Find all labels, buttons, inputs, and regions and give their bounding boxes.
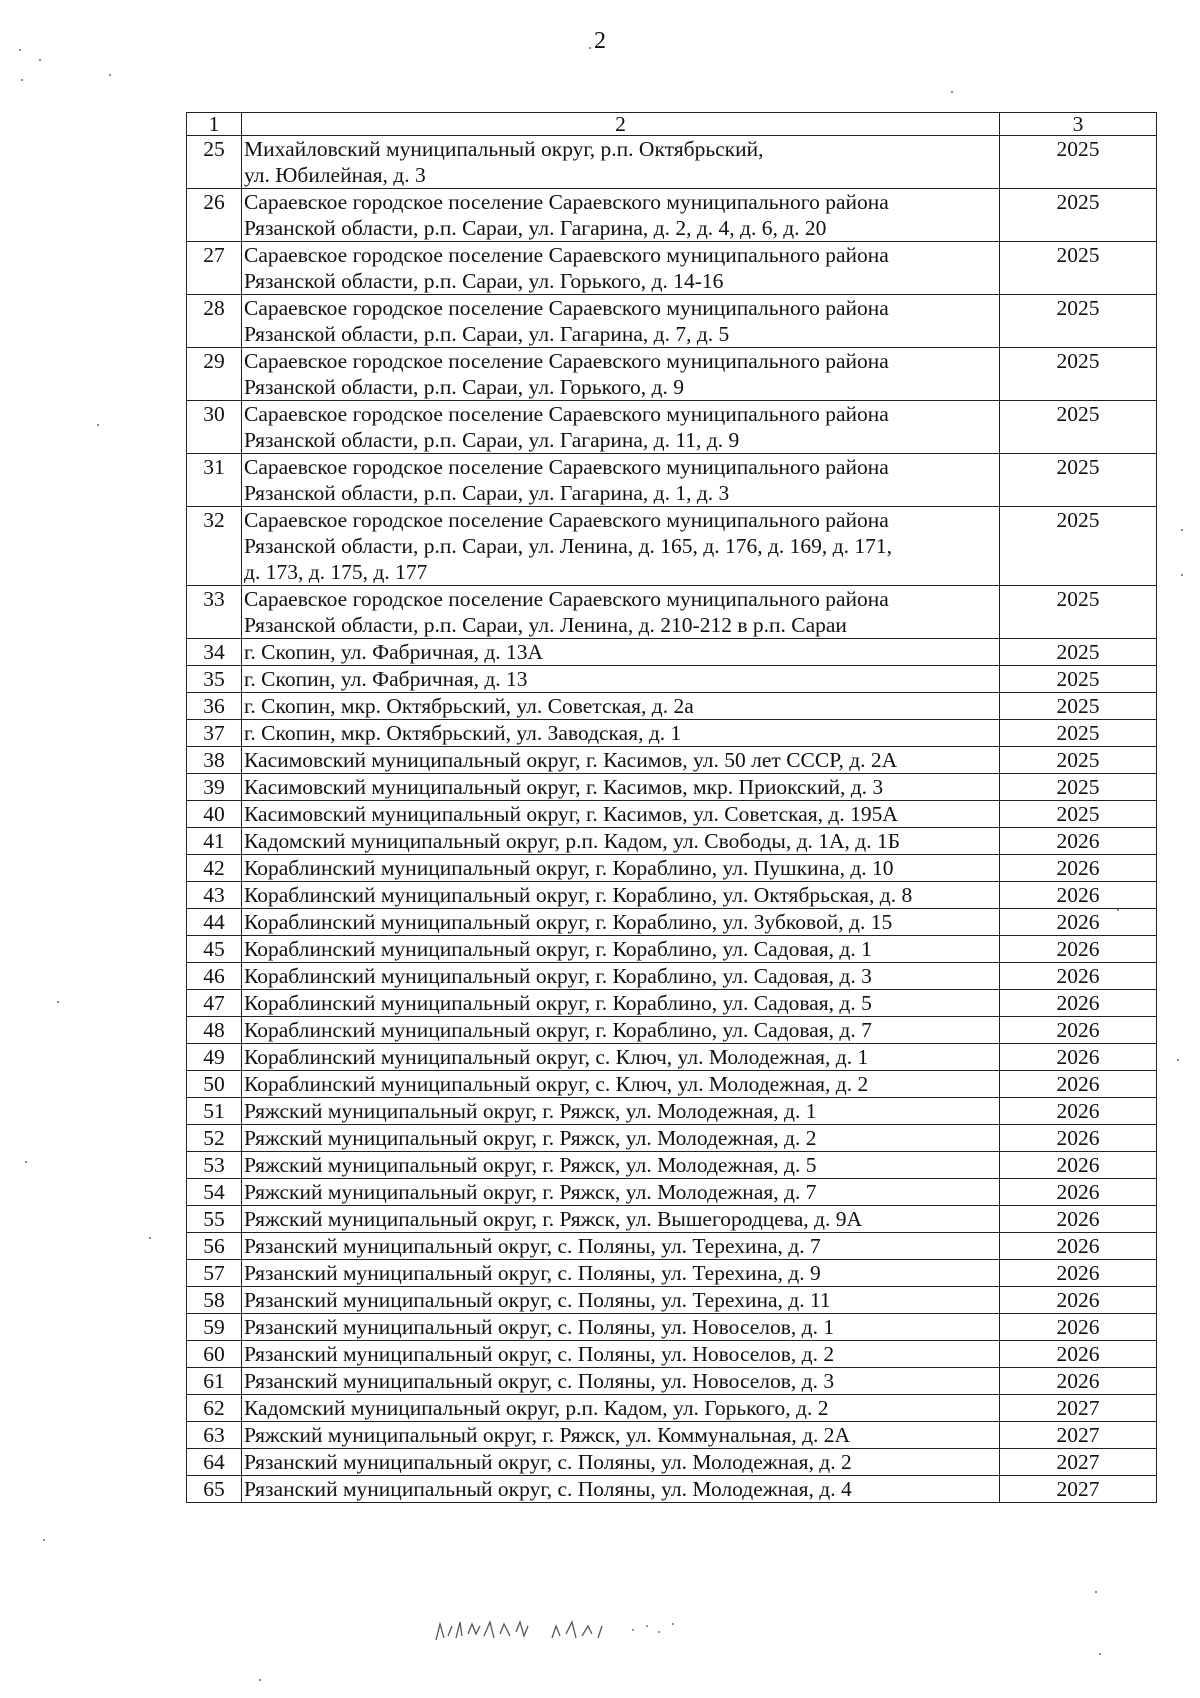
table-row — [187, 1476, 1157, 1503]
row-address: Касимовский муниципальный округ, г. Касимов, ул. 50 лет СССР, д. 2А — [242, 747, 1000, 774]
row-address: Ряжский муниципальный округ, г. Ряжск, ул. Молодежная, д. 1 — [242, 1098, 1000, 1125]
row-address: Рязанский муниципальный округ, с. Поляны, ул. Новоселов, д. 2 — [242, 1341, 1000, 1368]
row-number: 38 — [187, 747, 242, 774]
row-number: 29 — [187, 348, 242, 401]
table-row — [187, 1125, 1157, 1152]
row-year: 2026 — [1000, 909, 1157, 936]
housing-list-table — [186, 112, 1157, 1503]
row-year: 2026 — [1000, 1044, 1157, 1071]
row-year: 2026 — [1000, 1206, 1157, 1233]
table-row — [187, 909, 1157, 936]
row-address: Кораблинский муниципальный округ, г. Кораблино, ул. Октябрьская, д. 8 — [242, 882, 1000, 909]
row-number: 33 — [187, 586, 242, 639]
table-row — [187, 1260, 1157, 1287]
row-address: Рязанский муниципальный округ, с. Поляны, ул. Молодежная, д. 4 — [242, 1476, 1000, 1503]
row-address: Сараевское городское поселение Сараевского муниципального района Рязанской области, р.п. Сараи, ул. Гагарина, д. 7, д. 5 — [242, 295, 1000, 348]
row-address: Кораблинский муниципальный округ, г. Кораблино, ул. Садовая, д. 5 — [242, 990, 1000, 1017]
row-number: 54 — [187, 1179, 242, 1206]
row-address: Ряжский муниципальный округ, г. Ряжск, ул. Вышегородцева, д. 9А — [242, 1206, 1000, 1233]
row-number: 31 — [187, 454, 242, 507]
row-address: Касимовский муниципальный округ, г. Касимов, ул. Советская, д. 195А — [242, 801, 1000, 828]
row-address: г. Скопин, ул. Фабричная, д. 13А — [242, 639, 1000, 666]
row-year: 2025 — [1000, 720, 1157, 747]
row-number: 58 — [187, 1287, 242, 1314]
row-year: 2026 — [1000, 1152, 1157, 1179]
row-number: 65 — [187, 1476, 242, 1503]
table-row — [187, 1179, 1157, 1206]
table-row — [187, 990, 1157, 1017]
row-number: 34 — [187, 639, 242, 666]
row-number: 27 — [187, 242, 242, 295]
table-row — [187, 1233, 1157, 1260]
row-address: Рязанский муниципальный округ, с. Поляны, ул. Новоселов, д. 1 — [242, 1314, 1000, 1341]
row-number: 42 — [187, 855, 242, 882]
row-year: 2026 — [1000, 1260, 1157, 1287]
table-row — [187, 1449, 1157, 1476]
row-address: Кораблинский муниципальный округ, с. Ключ, ул. Молодежная, д. 1 — [242, 1044, 1000, 1071]
row-address: Михайловский муниципальный округ, р.п. Октябрьский, ул. Юбилейная, д. 3 — [242, 136, 1000, 189]
row-year: 2025 — [1000, 666, 1157, 693]
row-number: 56 — [187, 1233, 242, 1260]
table-row — [187, 242, 1157, 295]
row-address: г. Скопин, мкр. Октябрьский, ул. Заводская, д. 1 — [242, 720, 1000, 747]
row-address: Кораблинский муниципальный округ, г. Кораблино, ул. Садовая, д. 3 — [242, 963, 1000, 990]
row-address: Рязанский муниципальный округ, с. Поляны, ул. Молодежная, д. 2 — [242, 1449, 1000, 1476]
row-number: 46 — [187, 963, 242, 990]
row-number: 39 — [187, 774, 242, 801]
row-number: 40 — [187, 801, 242, 828]
table-row — [187, 507, 1157, 586]
table-row — [187, 963, 1157, 990]
row-address: Рязанский муниципальный округ, с. Поляны, ул. Терехина, д. 7 — [242, 1233, 1000, 1260]
table-row — [187, 1314, 1157, 1341]
row-number: 37 — [187, 720, 242, 747]
row-address: Сараевское городское поселение Сараевского муниципального района Рязанской области, р.п. Сараи, ул. Гагарина, д. 11, д. 9 — [242, 401, 1000, 454]
row-address: Рязанский муниципальный округ, с. Поляны, ул. Новоселов, д. 3 — [242, 1368, 1000, 1395]
row-year: 2025 — [1000, 454, 1157, 507]
table-row — [187, 1341, 1157, 1368]
row-number: 36 — [187, 693, 242, 720]
row-number: 52 — [187, 1125, 242, 1152]
row-year: 2025 — [1000, 401, 1157, 454]
table-row — [187, 774, 1157, 801]
table-row — [187, 1017, 1157, 1044]
row-number: 62 — [187, 1395, 242, 1422]
table-row — [187, 1098, 1157, 1125]
row-number: 60 — [187, 1341, 242, 1368]
row-year: 2026 — [1000, 1098, 1157, 1125]
row-year: 2025 — [1000, 136, 1157, 189]
row-address: г. Скопин, ул. Фабричная, д. 13 — [242, 666, 1000, 693]
table-row — [187, 666, 1157, 693]
table-row — [187, 348, 1157, 401]
table-row — [187, 1044, 1157, 1071]
row-year: 2025 — [1000, 507, 1157, 586]
row-year: 2026 — [1000, 1179, 1157, 1206]
row-number: 61 — [187, 1368, 242, 1395]
row-year: 2025 — [1000, 295, 1157, 348]
row-address: Кораблинский муниципальный округ, с. Ключ, ул. Молодежная, д. 2 — [242, 1071, 1000, 1098]
row-address: Сараевское городское поселение Сараевского муниципального района Рязанской области, р.п. Сараи, ул. Горького, д. 14-16 — [242, 242, 1000, 295]
handwritten-scribble — [432, 1612, 732, 1652]
row-year: 2027 — [1000, 1476, 1157, 1503]
table-row — [187, 936, 1157, 963]
row-year: 2025 — [1000, 586, 1157, 639]
row-year: 2026 — [1000, 936, 1157, 963]
table-row — [187, 586, 1157, 639]
table-row — [187, 1422, 1157, 1449]
row-number: 53 — [187, 1152, 242, 1179]
row-number: 25 — [187, 136, 242, 189]
row-address: Кораблинский муниципальный округ, г. Кораблино, ул. Садовая, д. 1 — [242, 936, 1000, 963]
row-number: 64 — [187, 1449, 242, 1476]
row-year: 2027 — [1000, 1395, 1157, 1422]
table-row — [187, 401, 1157, 454]
table-row — [187, 1395, 1157, 1422]
table-row — [187, 136, 1157, 189]
row-address: Ряжский муниципальный округ, г. Ряжск, ул. Молодежная, д. 5 — [242, 1152, 1000, 1179]
table-row — [187, 801, 1157, 828]
row-year: 2026 — [1000, 1071, 1157, 1098]
row-address: Касимовский муниципальный округ, г. Касимов, мкр. Приокский, д. 3 — [242, 774, 1000, 801]
row-number: 50 — [187, 1071, 242, 1098]
row-address: Ряжский муниципальный округ, г. Ряжск, ул. Молодежная, д. 7 — [242, 1179, 1000, 1206]
row-year: 2025 — [1000, 348, 1157, 401]
column-header-address: 2 — [242, 113, 1000, 136]
row-number: 28 — [187, 295, 242, 348]
row-number: 47 — [187, 990, 242, 1017]
row-year: 2027 — [1000, 1422, 1157, 1449]
row-address: Сараевское городское поселение Сараевского муниципального района Рязанской области, р.п. Сараи, ул. Гагарина, д. 2, д. 4, д. 6, д. 20 — [242, 189, 1000, 242]
row-number: 57 — [187, 1260, 242, 1287]
row-year: 2025 — [1000, 639, 1157, 666]
document-table-container — [186, 112, 1156, 1503]
row-year: 2025 — [1000, 189, 1157, 242]
table-row — [187, 454, 1157, 507]
table-row — [187, 1071, 1157, 1098]
row-year: 2026 — [1000, 882, 1157, 909]
row-number: 59 — [187, 1314, 242, 1341]
row-address: Рязанский муниципальный округ, с. Поляны, ул. Терехина, д. 11 — [242, 1287, 1000, 1314]
row-year: 2026 — [1000, 1314, 1157, 1341]
row-number: 32 — [187, 507, 242, 586]
row-number: 63 — [187, 1422, 242, 1449]
row-address: Кадомский муниципальный округ, р.п. Кадом, ул. Горького, д. 2 — [242, 1395, 1000, 1422]
row-number: 43 — [187, 882, 242, 909]
row-number: 41 — [187, 828, 242, 855]
row-year: 2026 — [1000, 1341, 1157, 1368]
row-year: 2026 — [1000, 990, 1157, 1017]
row-year: 2025 — [1000, 242, 1157, 295]
table-row — [187, 1206, 1157, 1233]
row-number: 51 — [187, 1098, 242, 1125]
table-row — [187, 693, 1157, 720]
table-row — [187, 1368, 1157, 1395]
row-number: 49 — [187, 1044, 242, 1071]
row-year: 2026 — [1000, 855, 1157, 882]
row-year: 2025 — [1000, 747, 1157, 774]
column-header-number: 1 — [187, 113, 242, 136]
row-year: 2025 — [1000, 693, 1157, 720]
column-header-year: 3 — [1000, 113, 1157, 136]
row-year: 2025 — [1000, 801, 1157, 828]
row-number: 48 — [187, 1017, 242, 1044]
table-row — [187, 639, 1157, 666]
row-address: Кораблинский муниципальный округ, г. Кораблино, ул. Зубковой, д. 15 — [242, 909, 1000, 936]
row-year: 2027 — [1000, 1449, 1157, 1476]
table-row — [187, 1152, 1157, 1179]
table-row — [187, 1287, 1157, 1314]
row-year: 2026 — [1000, 1017, 1157, 1044]
row-year: 2026 — [1000, 1287, 1157, 1314]
row-number: 55 — [187, 1206, 242, 1233]
row-address: Сараевское городское поселение Сараевского муниципального района Рязанской области, р.п. Сараи, ул. Ленина, д. 210-212 в р.п. Сараи — [242, 586, 1000, 639]
row-address: Ряжский муниципальный округ, г. Ряжск, ул. Молодежная, д. 2 — [242, 1125, 1000, 1152]
row-number: 30 — [187, 401, 242, 454]
row-year: 2026 — [1000, 828, 1157, 855]
row-address: Кораблинский муниципальный округ, г. Кораблино, ул. Пушкина, д. 10 — [242, 855, 1000, 882]
row-address: Сараевское городское поселение Сараевского муниципального района Рязанской области, р.п. Сараи, ул. Горького, д. 9 — [242, 348, 1000, 401]
row-address: Сараевское городское поселение Сараевского муниципального района Рязанской области, р.п. Сараи, ул. Гагарина, д. 1, д. 3 — [242, 454, 1000, 507]
row-year: 2026 — [1000, 1368, 1157, 1395]
row-address: г. Скопин, мкр. Октябрьский, ул. Советская, д. 2а — [242, 693, 1000, 720]
row-year: 2026 — [1000, 1125, 1157, 1152]
row-number: 44 — [187, 909, 242, 936]
row-year: 2026 — [1000, 963, 1157, 990]
page-number: 2 — [594, 28, 606, 54]
row-address: Сараевское городское поселение Сараевского муниципального района Рязанской области, р.п. Сараи, ул. Ленина, д. 165, д. 176, д. 169, д. 171, д. 173, д. 175, д. 177 — [242, 507, 1000, 586]
row-year: 2026 — [1000, 1233, 1157, 1260]
table-header-row — [187, 113, 1157, 136]
table-body — [187, 136, 1157, 1503]
table-row — [187, 295, 1157, 348]
row-number: 35 — [187, 666, 242, 693]
row-year: 2025 — [1000, 774, 1157, 801]
table-row — [187, 189, 1157, 242]
table-row — [187, 882, 1157, 909]
row-address: Ряжский муниципальный округ, г. Ряжск, ул. Коммунальная, д. 2А — [242, 1422, 1000, 1449]
row-address: Рязанский муниципальный округ, с. Поляны, ул. Терехина, д. 9 — [242, 1260, 1000, 1287]
row-address: Кораблинский муниципальный округ, г. Кораблино, ул. Садовая, д. 7 — [242, 1017, 1000, 1044]
row-number: 45 — [187, 936, 242, 963]
table-row — [187, 720, 1157, 747]
row-address: Кадомский муниципальный округ, р.п. Кадом, ул. Свободы, д. 1А, д. 1Б — [242, 828, 1000, 855]
table-row — [187, 747, 1157, 774]
table-row — [187, 855, 1157, 882]
row-number: 26 — [187, 189, 242, 242]
table-row — [187, 828, 1157, 855]
